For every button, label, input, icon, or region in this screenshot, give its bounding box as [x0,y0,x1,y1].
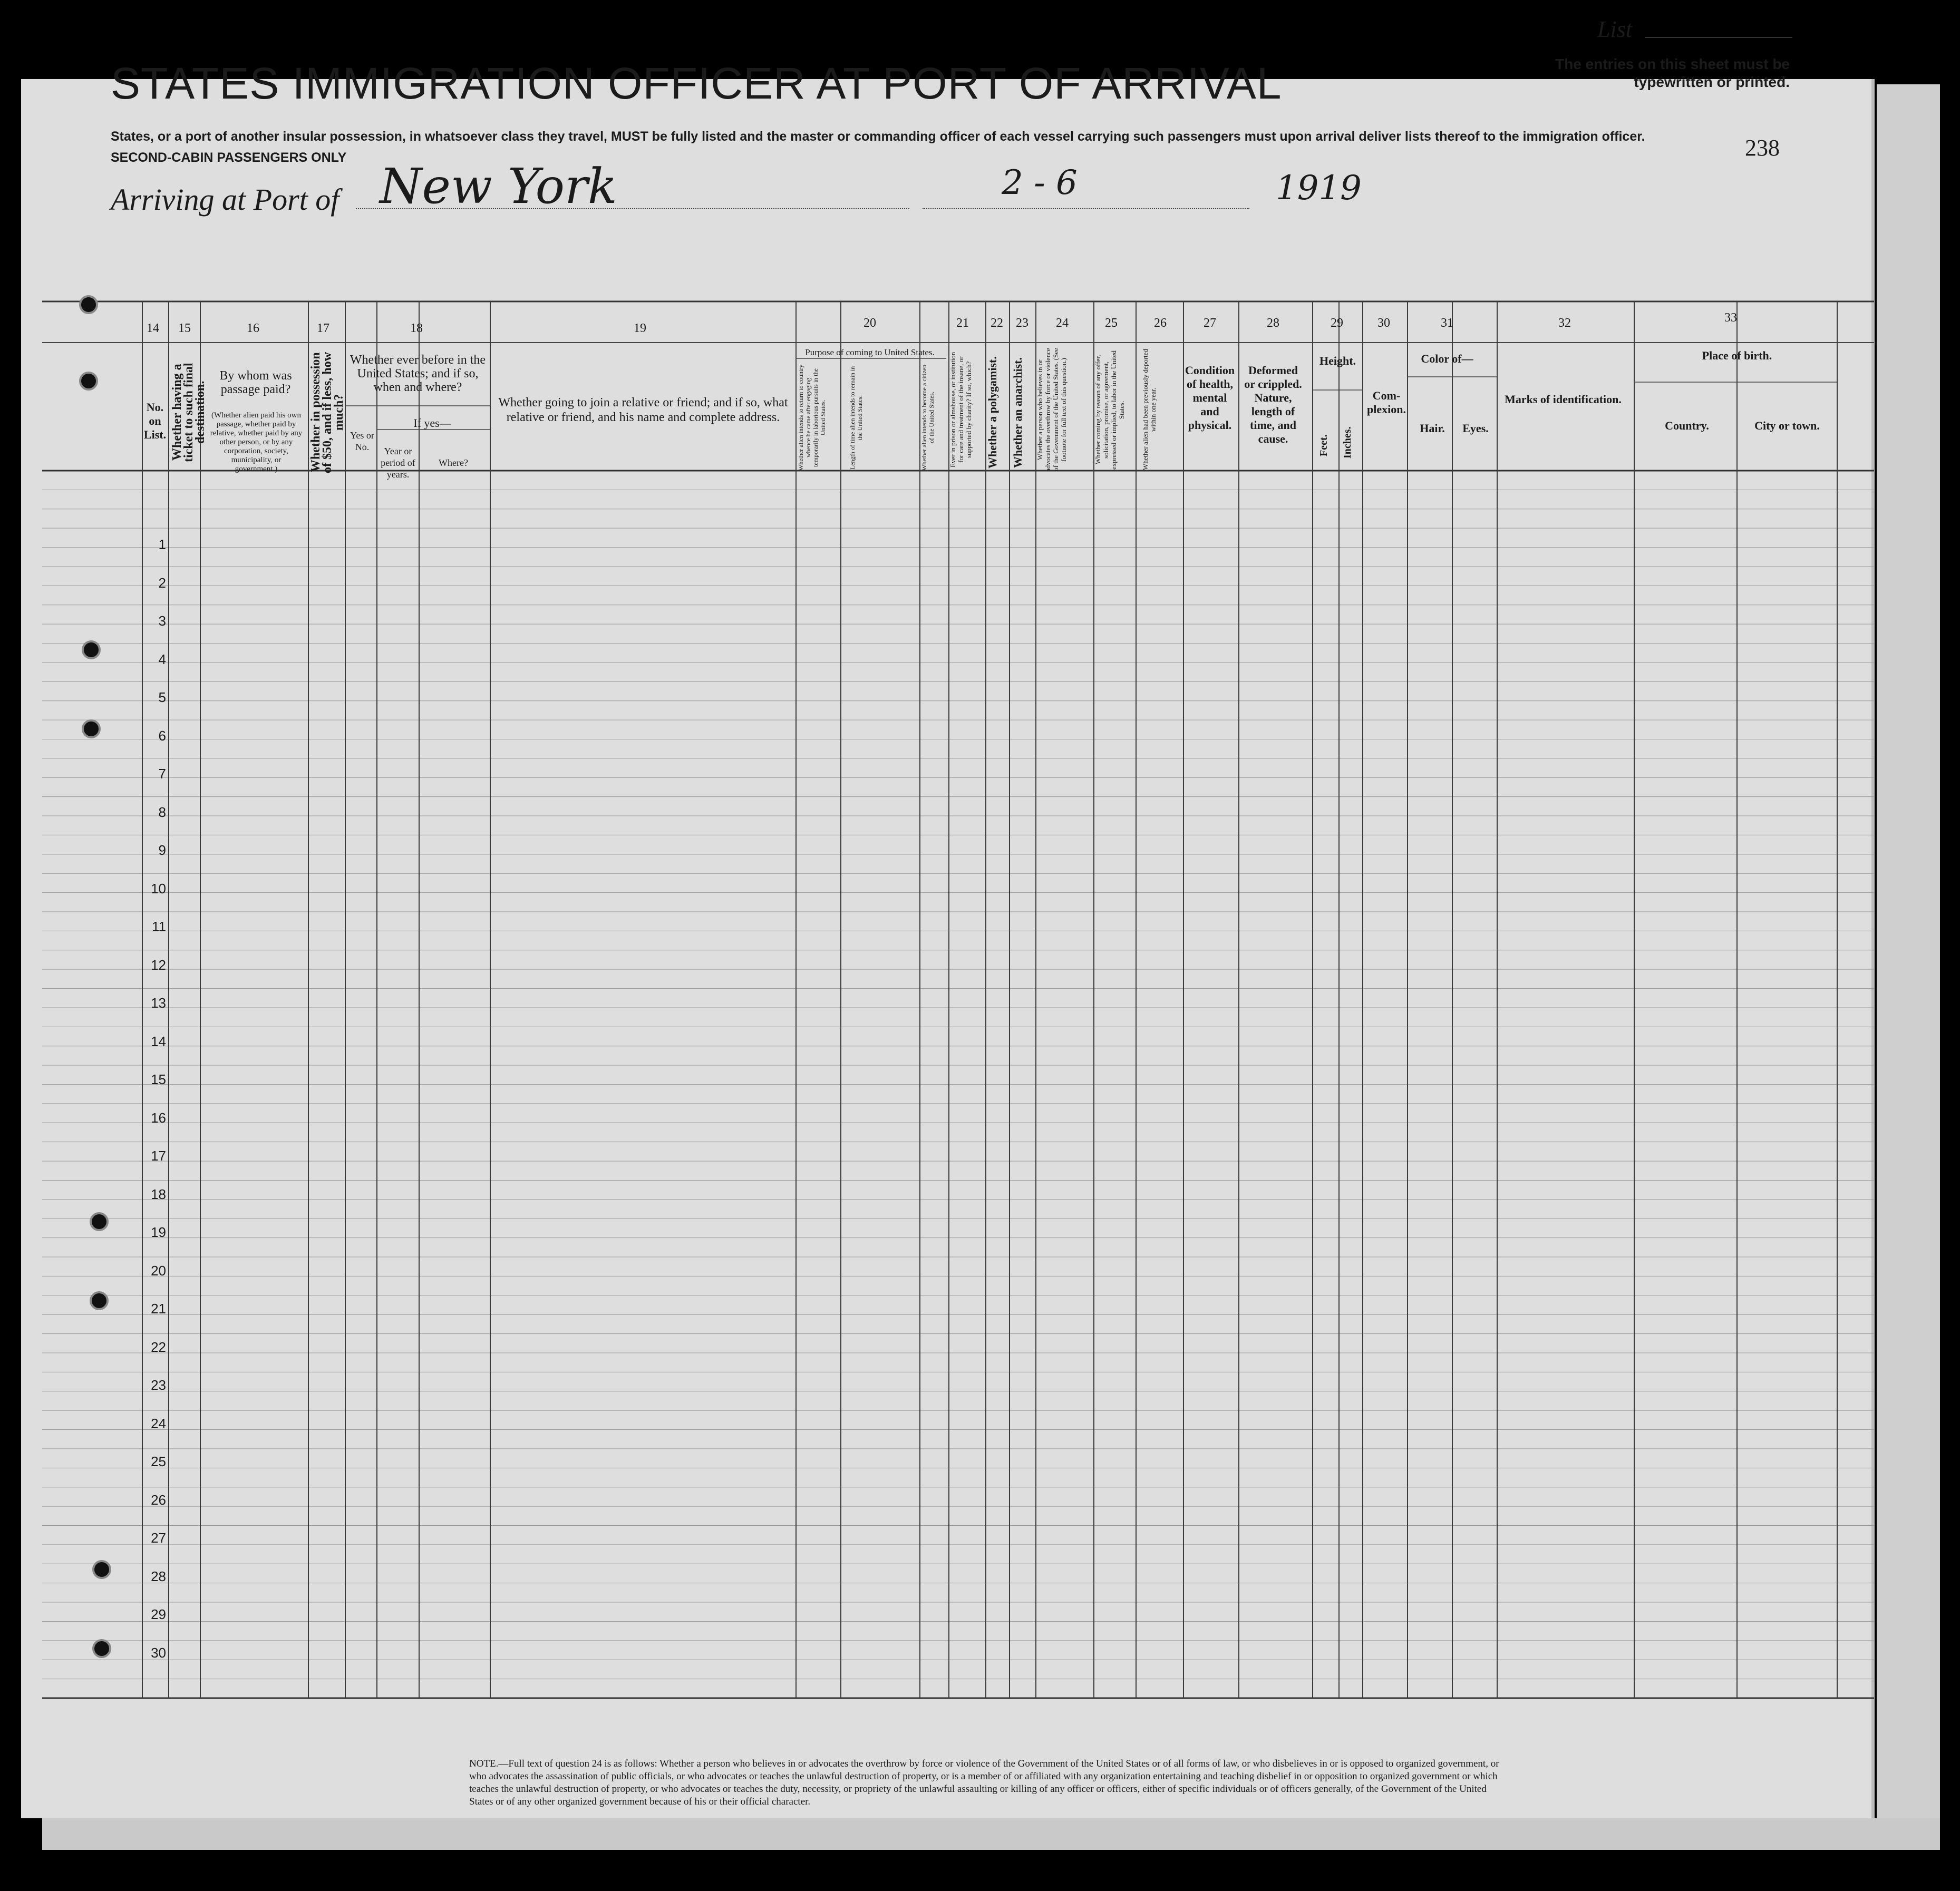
colnum-24: 24 [1056,316,1069,330]
punch-hole [82,719,101,738]
row-number: 9 [158,842,166,858]
header-health: Condition of health, mental and physical. [1185,364,1235,432]
row-number: 10 [151,880,166,896]
colnum-20: 20 [863,316,876,330]
header-if-yes: If yes— [413,416,451,430]
year-handwritten: 1919 [1276,169,1362,208]
row-number: 11 [152,919,166,934]
header-marks: Marks of identification. [1505,393,1622,406]
header-eyes: Eyes. [1462,422,1489,435]
port-handwritten: New York [380,158,617,215]
row-number: 2 [158,574,166,591]
row-number: 26 [151,1492,166,1508]
colnum-14: 14 [147,321,159,335]
header-purpose-length: Length of time alien intends to remain in the United States. [849,366,863,470]
header-prison: Ever in prison or almshouse, or institution for care and treatment of the insane, or supported by charity? If so, which? [949,352,973,468]
header-city: City or town. [1754,419,1820,432]
header-color-of: Color of— [1421,352,1473,365]
row-number: 22 [151,1339,166,1355]
header-anarchist: Whether an anarchist. [1011,357,1024,468]
colnum-31: 31 [1441,316,1453,330]
row-number: 29 [151,1606,166,1622]
colnum-26: 26 [1154,316,1167,330]
row-number: 7 [158,766,166,782]
header-feet: Feet. [1318,434,1330,456]
arriving-label: Arriving at Port of [111,182,339,217]
row-number: 3 [158,613,166,629]
date-handwritten: 2 - 6 [1002,163,1078,202]
row-number: 6 [158,727,166,744]
cabin-class: SECOND-CABIN PASSENGERS ONLY [111,150,347,165]
header-passage-paid-sub: (Whether alien paid his own passage, whether paid by relative, whether paid by any other person, or by any corporation, society, municipality, or government.) [210,411,303,473]
colnum-33: 33 [1724,311,1737,325]
punch-hole [79,372,98,391]
row-number: 14 [151,1033,166,1049]
row-number: 5 [158,689,166,705]
row-number: 18 [151,1186,166,1202]
colnum-29: 29 [1331,316,1343,330]
list-label: List [1597,16,1633,42]
header-purpose-return: Whether alien intends to return to country whence he came after engaging temporarily in laborious pursuits in the United States. [797,364,827,471]
colnum-18: 18 [410,321,423,335]
header-year: Year or period of years. [381,446,415,480]
row-number: 16 [151,1109,166,1126]
row-number: 23 [151,1377,166,1393]
entries-note: The entries on this sheet must be typewritten or printed. [1555,56,1790,90]
punch-hole [90,1212,109,1231]
header-overthrow: Whether a person who believes in or advocates the overthrow by force or violence of the Government of the United States. (See footnote for full text of this question.) [1036,348,1068,472]
row-number: 12 [151,957,166,973]
punch-hole [92,1639,111,1658]
header-purpose-citizen: Whether alien intends to become a citizen of the United States. [920,364,935,471]
footnote: NOTE.—Full text of question 24 is as follows: Whether a person who believes in or advocates the overthrow by force or violence of the Government of the United States or of all forms of law, or who disbelieves in or is opposed to organized government, or who advocates the assassination of public officials, or who advocates or teaches the unlawful destruction of property, or is a member of or affiliated with any organization entertaining and teaching disbelief in or opposition to organized government or which teaches the unlawful destruction of property, or who advocates or teaches the duty, necessity, or propriety of the unlawful assaulting or killing of any officer or officers, either of specific individuals or of officers generally, of the Government of the United States or of any other organized government because of his or their official character. [469,1758,1499,1807]
row-number: 21 [151,1301,166,1317]
header-where: Where? [439,457,468,468]
page-title: STATES IMMIGRATION OFFICER AT PORT OF ARRIVAL [111,59,1282,108]
header-ticket: Whether having a ticket to such final destination. [170,363,207,462]
header-yes-no: Yes or No. [350,430,374,452]
header-passage-paid: By whom was passage paid? [219,369,292,396]
row-number: 17 [151,1148,166,1164]
header-purpose: Purpose of coming to United States. [805,347,935,357]
header-country: Country. [1665,419,1709,432]
row-number: 20 [151,1262,166,1279]
header-inches: Inches. [1342,426,1353,459]
header-complexion: Com-plexion. [1367,389,1406,416]
header-labor-offer: Whether coming by reason of any offer, solicitation, promise, or agreement, expressed or implied, to labor in the United States. [1094,350,1125,470]
header-fifty-dollars: Whether in possession of $50, and if less, how much? [309,352,346,473]
row-number: 27 [151,1530,166,1546]
header-polygamist: Whether a polygamist. [986,356,999,469]
punch-hole [90,1291,109,1310]
punch-hole [82,640,101,659]
colnum-25: 25 [1105,316,1118,330]
row-number: 25 [151,1454,166,1469]
colnum-30: 30 [1377,316,1390,330]
row-number: 13 [151,995,166,1011]
header-deported: Whether alien had been previously deported within one year. [1141,349,1157,471]
colnum-27: 27 [1204,316,1216,330]
row-number: 8 [158,804,166,820]
row-number: 28 [151,1568,166,1584]
colnum-32: 32 [1558,316,1571,330]
row-number: 15 [151,1071,166,1087]
colnum-19: 19 [634,321,646,335]
punch-hole [79,295,98,314]
row-number: 24 [151,1415,166,1431]
header-deformed: Deformed or crippled. Nature, length of time, and cause. [1244,364,1302,445]
colnum-22: 22 [991,316,1003,330]
colnum-15: 15 [178,321,191,335]
colnum-28: 28 [1267,316,1279,330]
colnum-23: 23 [1016,316,1028,330]
row-number: 30 [151,1644,166,1661]
row-number: 4 [158,651,166,667]
header-before-in-us: Whether ever before in the United States; and if so, when and where? [350,353,486,394]
intro-text: States, or a port of another insular possession, in whatsoever class they travel, MUST be fully listed and the master or commanding officer of each vessel carrying such passengers must upon arrival deliver lists thereof to the immigration officer. [111,129,1645,144]
colnum-16: 16 [247,321,259,335]
row-number: 19 [151,1224,166,1240]
sheet-number: 238 [1745,135,1780,161]
punch-hole [92,1560,111,1579]
header-height: Height. [1319,354,1356,367]
header-hair: Hair. [1420,422,1445,435]
row-number: 1 [158,537,166,552]
header-no-on-list: No. on List. [143,401,167,441]
colnum-17: 17 [317,321,329,335]
header-join-relative: Whether going to join a relative or friend; and if so, what relative or friend, and his name and complete address. [498,396,788,424]
colnum-21: 21 [956,316,969,330]
header-place-of-birth: Place of birth. [1702,349,1772,362]
